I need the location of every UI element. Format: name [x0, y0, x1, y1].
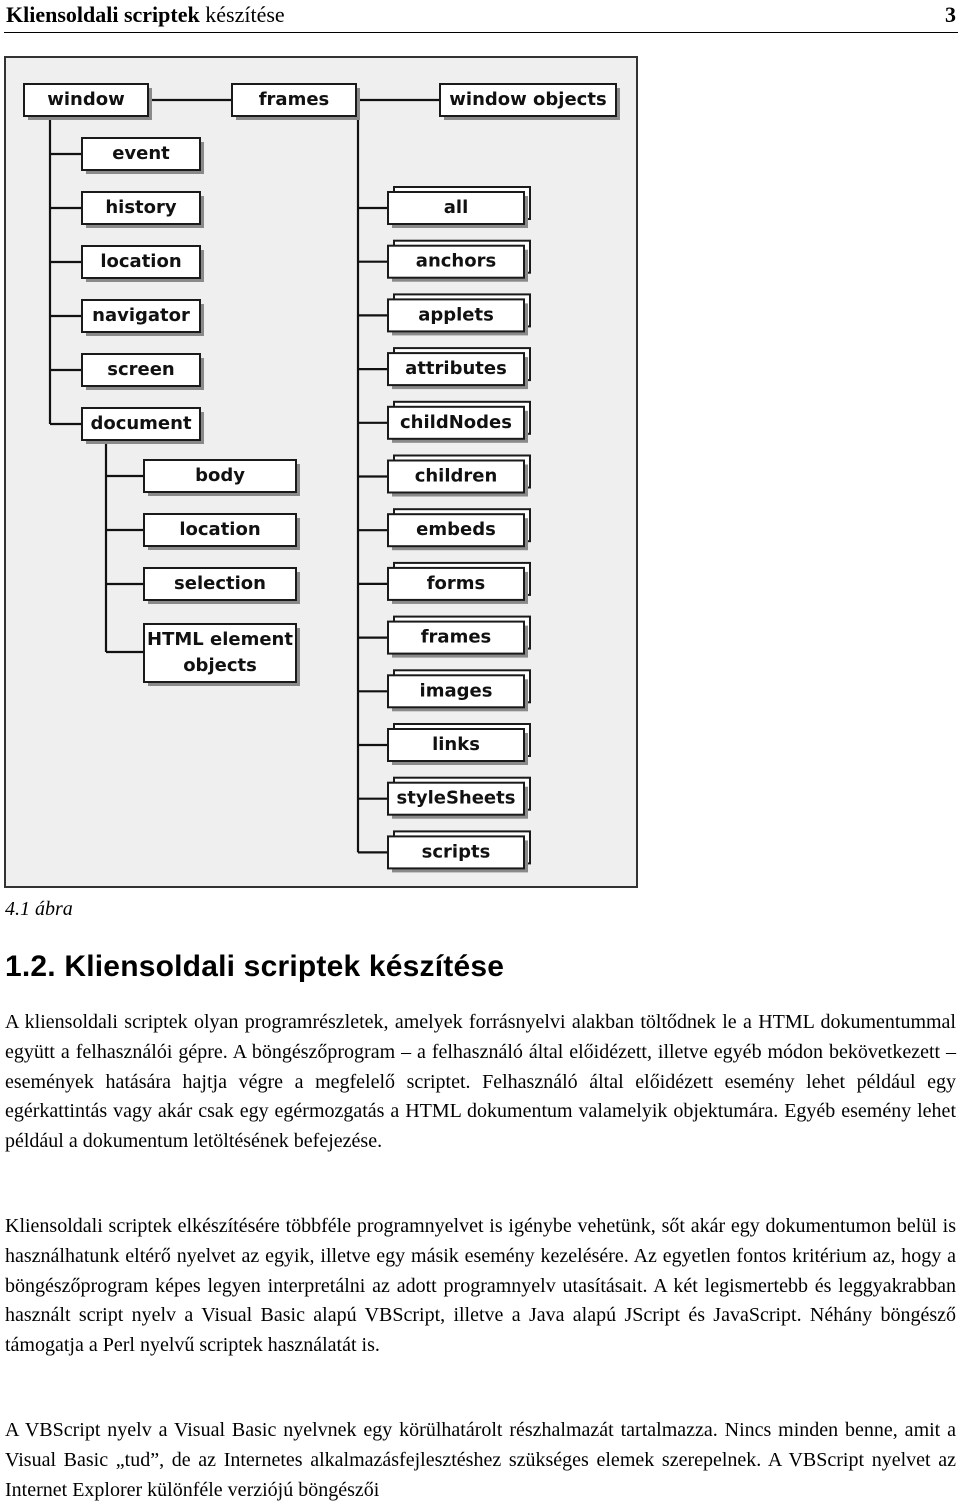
diagram-label: history: [105, 197, 177, 218]
box-screen: [82, 354, 204, 390]
box-collection-all: [388, 187, 530, 228]
diagram-label: screen: [107, 359, 175, 380]
diagram-label: embeds: [416, 519, 496, 541]
diagram-label: childNodes: [400, 411, 512, 433]
box-doc-html-element-objects: [144, 624, 300, 686]
diagram-label: window: [47, 89, 125, 110]
paragraph-3: A VBScript nyelv a Visual Basic nyelvnek egy körülhatárolt részhalmazát tartalmazza. Nincs minden benne, amit a Visual Basic „tud”, de az Internetes alkalmazásfejlesztéshez szükséges elemek szerepelnek. A VBScript nyelvet az Internet Explorer különféle verziójú böngészői: [5, 1419, 956, 1501]
box-collection-attributes: [388, 348, 530, 389]
box-doc-body: [144, 460, 300, 496]
diagram-label: navigator: [92, 305, 190, 326]
box-collection-forms: [388, 563, 530, 604]
box-collection-stylesheets: [388, 778, 530, 819]
diagram-label: attributes: [405, 358, 507, 380]
diagram-label: all: [443, 197, 469, 218]
box-window-objects: [440, 84, 620, 120]
box-doc-location: [144, 514, 300, 550]
diagram-label: children: [414, 465, 498, 487]
box-collection-scripts: [388, 831, 530, 872]
box-collection-applets: [388, 294, 530, 335]
diagram-label: links: [432, 734, 480, 755]
running-title: Kliensoldali scriptek készítése: [6, 2, 285, 27]
box-doc-selection: [144, 568, 300, 604]
box-frames: [232, 84, 360, 120]
box-collection-images: [388, 670, 530, 711]
box-history: [82, 192, 204, 228]
diagram-label: HTML element: [147, 629, 293, 650]
box-event: [82, 138, 204, 174]
page-header: [4, 0, 958, 33]
figure-caption: 4.1 ábra: [5, 898, 73, 920]
box-navigator: [82, 300, 204, 336]
box-collection-children: [388, 456, 530, 497]
box-collection-childnodes: [388, 402, 530, 443]
box-collection-anchors: [388, 241, 530, 282]
diagram-label: applets: [418, 304, 494, 326]
diagram-label: objects: [183, 655, 257, 676]
box-document: [82, 408, 204, 444]
object-model-figure: [4, 56, 638, 888]
diagram-label: body: [195, 465, 245, 486]
box-collection-frames: [388, 617, 530, 658]
diagram-label: window objects: [449, 89, 607, 110]
diagram-label: selection: [174, 573, 266, 594]
box-collection-embeds: [388, 509, 530, 550]
diagram-label: anchors: [415, 250, 497, 272]
box-collection-links: [388, 724, 530, 765]
diagram-label: images: [419, 680, 493, 702]
diagram-label: location: [179, 519, 261, 540]
diagram-label: event: [112, 143, 170, 164]
diagram-label: scripts: [421, 841, 491, 863]
section-heading: 1.2. Kliensoldali scriptek készítése: [5, 950, 505, 983]
diagram-label: styleSheets: [396, 787, 516, 809]
page-number: 3: [945, 2, 956, 27]
diagram-label: location: [100, 251, 182, 272]
box-location: [82, 246, 204, 282]
diagram-label: forms: [426, 572, 486, 594]
paragraph-1: A kliensoldali scriptek olyan programrészletek, amelyek forrásnyelvi alakban töltődnek le a HTML dokumentummal együtt a felhasználói gépre. A böngészőprogram – a felhasználó által előidézett, illetve egyéb módon bekövetkezett – események hatására hajtja végre a megfelelő scriptet. Felhasználó által előidézett esemény lehet például egy egérkattintás vagy akár csak egy egérmozgatás a HTML dokumentum valamelyik objektumára. Egyéb esemény lehet például a dokumentum letöltésének befejezése.: [5, 1011, 956, 1153]
paragraph-2: Kliensoldali scriptek elkészítésére többféle programnyelvet is igénybe vehetünk, sőt akár egy dokumentumon belül is használhatunk eltérő nyelvet az egyik, illetve egy másik esemény kezelésére. Az egyetlen fontos kritérium az, hogy a böngészőprogram képes legyen interpretálni az adott programnyelv utasításait. A két legismertebb és leggyakrabban használt script nyelv a Visual Basic alapú VBScript, illetve a Java alapú JScript és JavaScript. Néhány böngésző támogatja a Perl nyelvű scriptek használatát is.: [5, 1215, 956, 1357]
diagram-label: document: [90, 413, 192, 434]
object-hierarchy-diagram: [6, 58, 636, 886]
box-window: [24, 84, 152, 120]
diagram-label: frames: [420, 626, 492, 648]
diagram-label: frames: [258, 89, 330, 110]
